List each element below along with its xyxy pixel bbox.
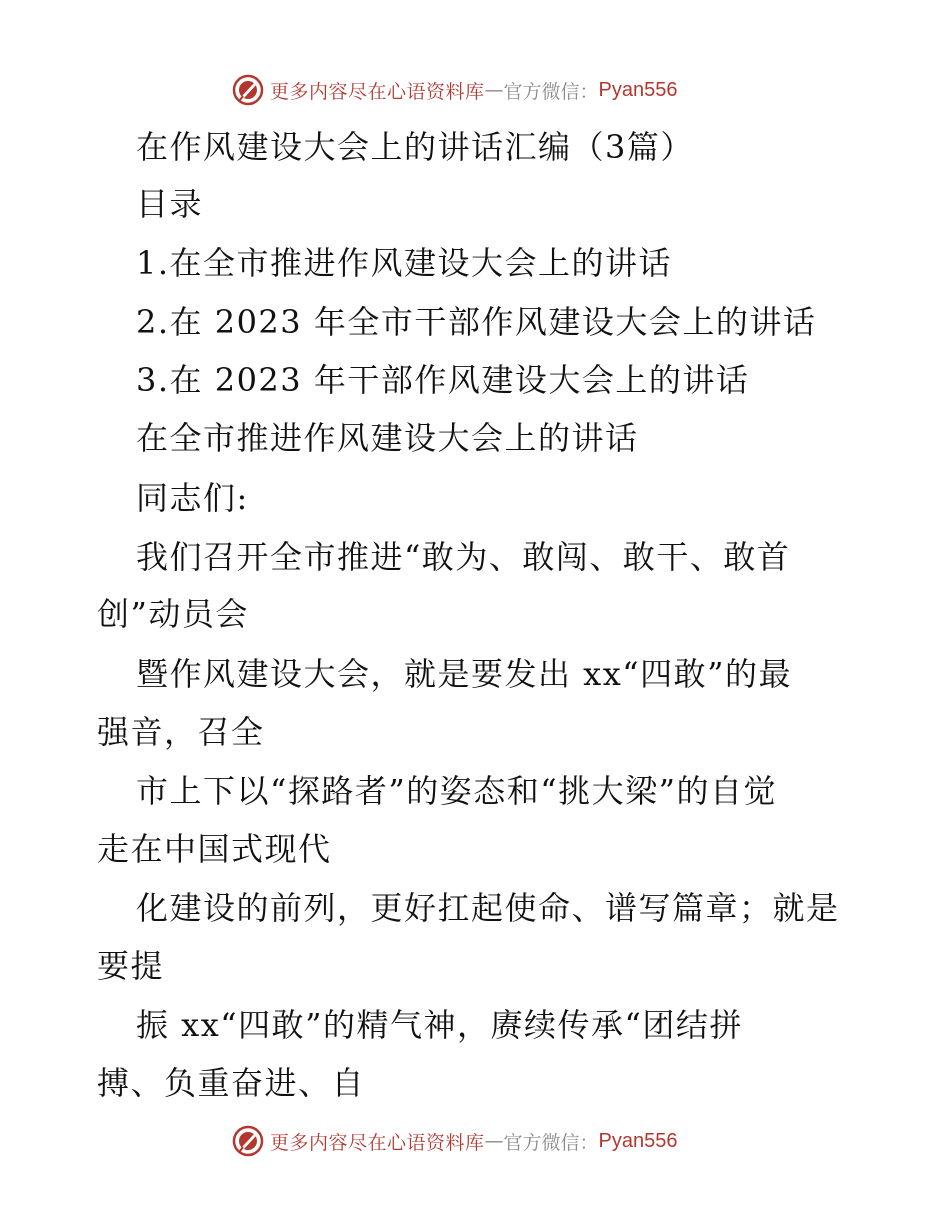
watermark-separator: — xyxy=(484,1130,504,1152)
toc-item: 1.在全市推进作风建设大会上的讲话 xyxy=(136,244,673,282)
body-line: 化建设的前列，更好扛起使命、谱写篇章；就是 xyxy=(136,889,840,927)
watermark-text: 更多内容尽在心语资料库 xyxy=(270,1131,485,1154)
toc-item: 3.在 2023 年干部作风建设大会上的讲话 xyxy=(136,361,750,399)
body-line: 市上下以“探路者”的姿态和“挑大梁”的自觉 xyxy=(136,772,777,810)
red-quill-seal-icon xyxy=(232,74,264,106)
body-line: 强音，召全 xyxy=(97,713,265,751)
salutation: 同志们: xyxy=(136,479,249,517)
red-quill-seal-icon xyxy=(232,1125,264,1157)
watermark-banner-bottom xyxy=(232,1124,678,1158)
watermark-wechat-id: Pyan556 xyxy=(598,78,678,101)
watermark-wechat-label: 官方微信： xyxy=(503,1131,599,1154)
watermark-wechat-label: 官方微信： xyxy=(503,80,599,103)
watermark-text: 更多内容尽在心语资料库 xyxy=(270,80,485,103)
toc-heading: 目录 xyxy=(136,185,204,223)
toc-item: 2.在 2023 年全市干部作风建设大会上的讲话 xyxy=(136,303,817,341)
body-line: 走在中国式现代 xyxy=(97,830,332,868)
body-line: 振 xx“四敢”的精气神，赓续传承“团结拼 xyxy=(136,1006,743,1044)
body-line: 创”动员会 xyxy=(97,595,249,633)
document-title: 在作风建设大会上的讲话汇编（3篇） xyxy=(136,128,694,166)
body-line: 我们召开全市推进“敢为、敢闯、敢干、敢首 xyxy=(136,538,791,576)
watermark-separator: — xyxy=(484,79,504,101)
body-line: 要提 xyxy=(97,947,165,985)
body-line: 暨作风建设大会，就是要发出 xx“四敢”的最 xyxy=(136,655,792,693)
watermark-wechat-id: Pyan556 xyxy=(598,1129,678,1152)
section-title: 在全市推进作风建设大会上的讲话 xyxy=(136,419,639,457)
watermark-banner-top xyxy=(232,73,678,107)
body-line: 搏、负重奋进、自 xyxy=(97,1064,366,1102)
